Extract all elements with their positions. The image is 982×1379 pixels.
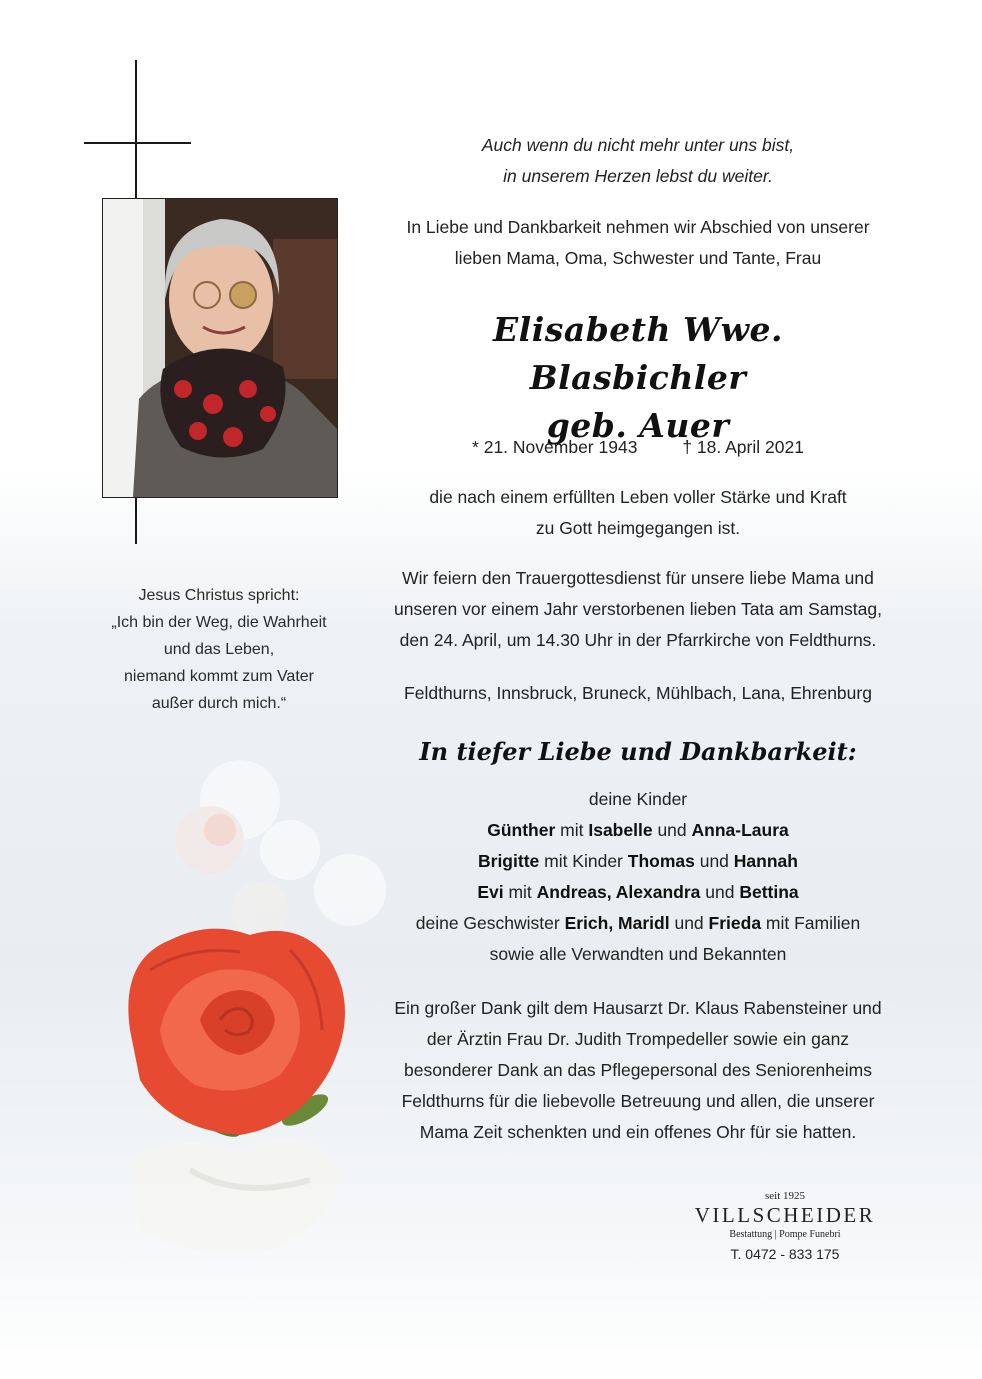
service-line: den 24. April, um 14.30 Uhr in der Pfarrkirche von Feldthurns. xyxy=(399,630,877,650)
undertaker-phone: T. 0472 - 833 175 xyxy=(730,1246,840,1262)
deceased-name: Elisabeth Wwe. Blasbichler xyxy=(493,310,783,397)
intro-text xyxy=(388,212,888,274)
undertaker-name: VILLSCHEIDER xyxy=(694,1203,876,1227)
mourner-name: Günther xyxy=(487,820,556,840)
mourners-list xyxy=(388,784,888,970)
birth-date: * 21. November 1943 xyxy=(472,437,638,457)
quote-line: Auch wenn du nicht mehr unter uns bist, xyxy=(481,135,795,155)
intro-line: lieben Mama, Oma, Schwester und Tante, Frau xyxy=(454,248,822,268)
bible-line: niemand kommt zum Vater xyxy=(124,668,314,685)
thanks-line: Feldthurns für die liebevolle Betreuung und allen, die unserer xyxy=(401,1091,875,1111)
bible-line: „Ich bin der Weg, die Wahrheit xyxy=(111,614,327,631)
mourners-line: deine Kinder xyxy=(588,789,688,809)
service-line: Wir feiern den Trauergottesdienst für unsere liebe Mama und xyxy=(402,568,874,588)
mourner-name: Brigitte xyxy=(478,851,540,871)
deceased-name-block xyxy=(388,306,888,450)
places-text: Feldthurns, Innsbruck, Bruneck, Mühlbach, Lana, Ehrenburg xyxy=(404,683,872,703)
mourner-connector: und xyxy=(652,820,692,840)
passing-text xyxy=(388,482,888,544)
mourner-name: Erich, Maridl xyxy=(564,913,670,933)
portrait-photo xyxy=(102,198,338,498)
rose-icon xyxy=(90,730,430,1290)
undertaker-logo xyxy=(680,1190,890,1266)
mourners-heading-text: In tiefer Liebe und Dankbarkeit: xyxy=(419,737,857,766)
thanks-line: der Ärztin Frau Dr. Judith Trompedeller sowie ein ganz xyxy=(426,1029,850,1049)
mourner-connector: mit Kinder xyxy=(539,851,628,871)
mourner-connector: und xyxy=(669,913,709,933)
thanks-text xyxy=(388,993,888,1148)
service-text xyxy=(388,563,888,656)
mourner-name: Evi xyxy=(477,882,504,902)
mourner-name: Isabelle xyxy=(588,820,653,840)
thanks-line: Mama Zeit schenkten und ein offenes Ohr für sie hatten. xyxy=(419,1122,857,1142)
opening-quote xyxy=(388,130,888,192)
mourner-name: Anna-Laura xyxy=(691,820,789,840)
mourner-connector: und xyxy=(694,851,734,871)
mourner-name: Frieda xyxy=(708,913,762,933)
mourners-line: sowie alle Verwandten und Bekannten xyxy=(489,944,787,964)
bible-line: und das Leben, xyxy=(163,641,275,658)
mourners-line xyxy=(388,846,888,877)
mourner-connector: mit Familien xyxy=(761,913,861,933)
mourner-connector: mit xyxy=(503,882,537,902)
bible-quote xyxy=(74,582,364,717)
cross-icon-horizontal xyxy=(84,142,191,144)
mourners-line xyxy=(388,908,888,939)
life-dates xyxy=(388,432,888,463)
mourner-name: Thomas xyxy=(627,851,695,871)
mourner-name: Bettina xyxy=(739,882,799,902)
intro-line: In Liebe und Dankbarkeit nehmen wir Abschied von unserer xyxy=(406,217,870,237)
deceased-maiden-name: geb. Auer xyxy=(546,406,730,445)
mourners-line xyxy=(388,877,888,908)
undertaker-subtitle: Bestattung | Pompe Funebri xyxy=(729,1229,841,1240)
thanks-line: Ein großer Dank gilt dem Hausarzt Dr. Klaus Rabensteiner und xyxy=(394,998,882,1018)
thanks-line: besonderer Dank an das Pflegepersonal des Seniorenheims xyxy=(404,1060,872,1080)
quote-line: in unserem Herzen lebst du weiter. xyxy=(503,166,773,186)
death-date: † 18. April 2021 xyxy=(682,437,804,457)
passing-line: die nach einem erfüllten Leben voller Stärke und Kraft xyxy=(429,487,847,507)
mourner-connector: mit xyxy=(555,820,589,840)
mourners-line xyxy=(388,815,888,846)
mourner-name: Andreas, Alexandra xyxy=(536,882,701,902)
bible-line: außer durch mich.“ xyxy=(151,695,287,712)
mourner-connector: und xyxy=(700,882,740,902)
mourners-heading xyxy=(388,736,888,767)
undertaker-since: seit 1925 xyxy=(764,1190,806,1202)
service-line: unseren vor einem Jahr verstorbenen lieben Tata am Samstag, xyxy=(393,599,882,619)
mourner-name: Hannah xyxy=(733,851,798,871)
mourner-connector: deine Geschwister xyxy=(415,913,565,933)
passing-line: zu Gott heimgegangen ist. xyxy=(535,518,741,538)
bible-line: Jesus Christus spricht: xyxy=(138,587,300,604)
